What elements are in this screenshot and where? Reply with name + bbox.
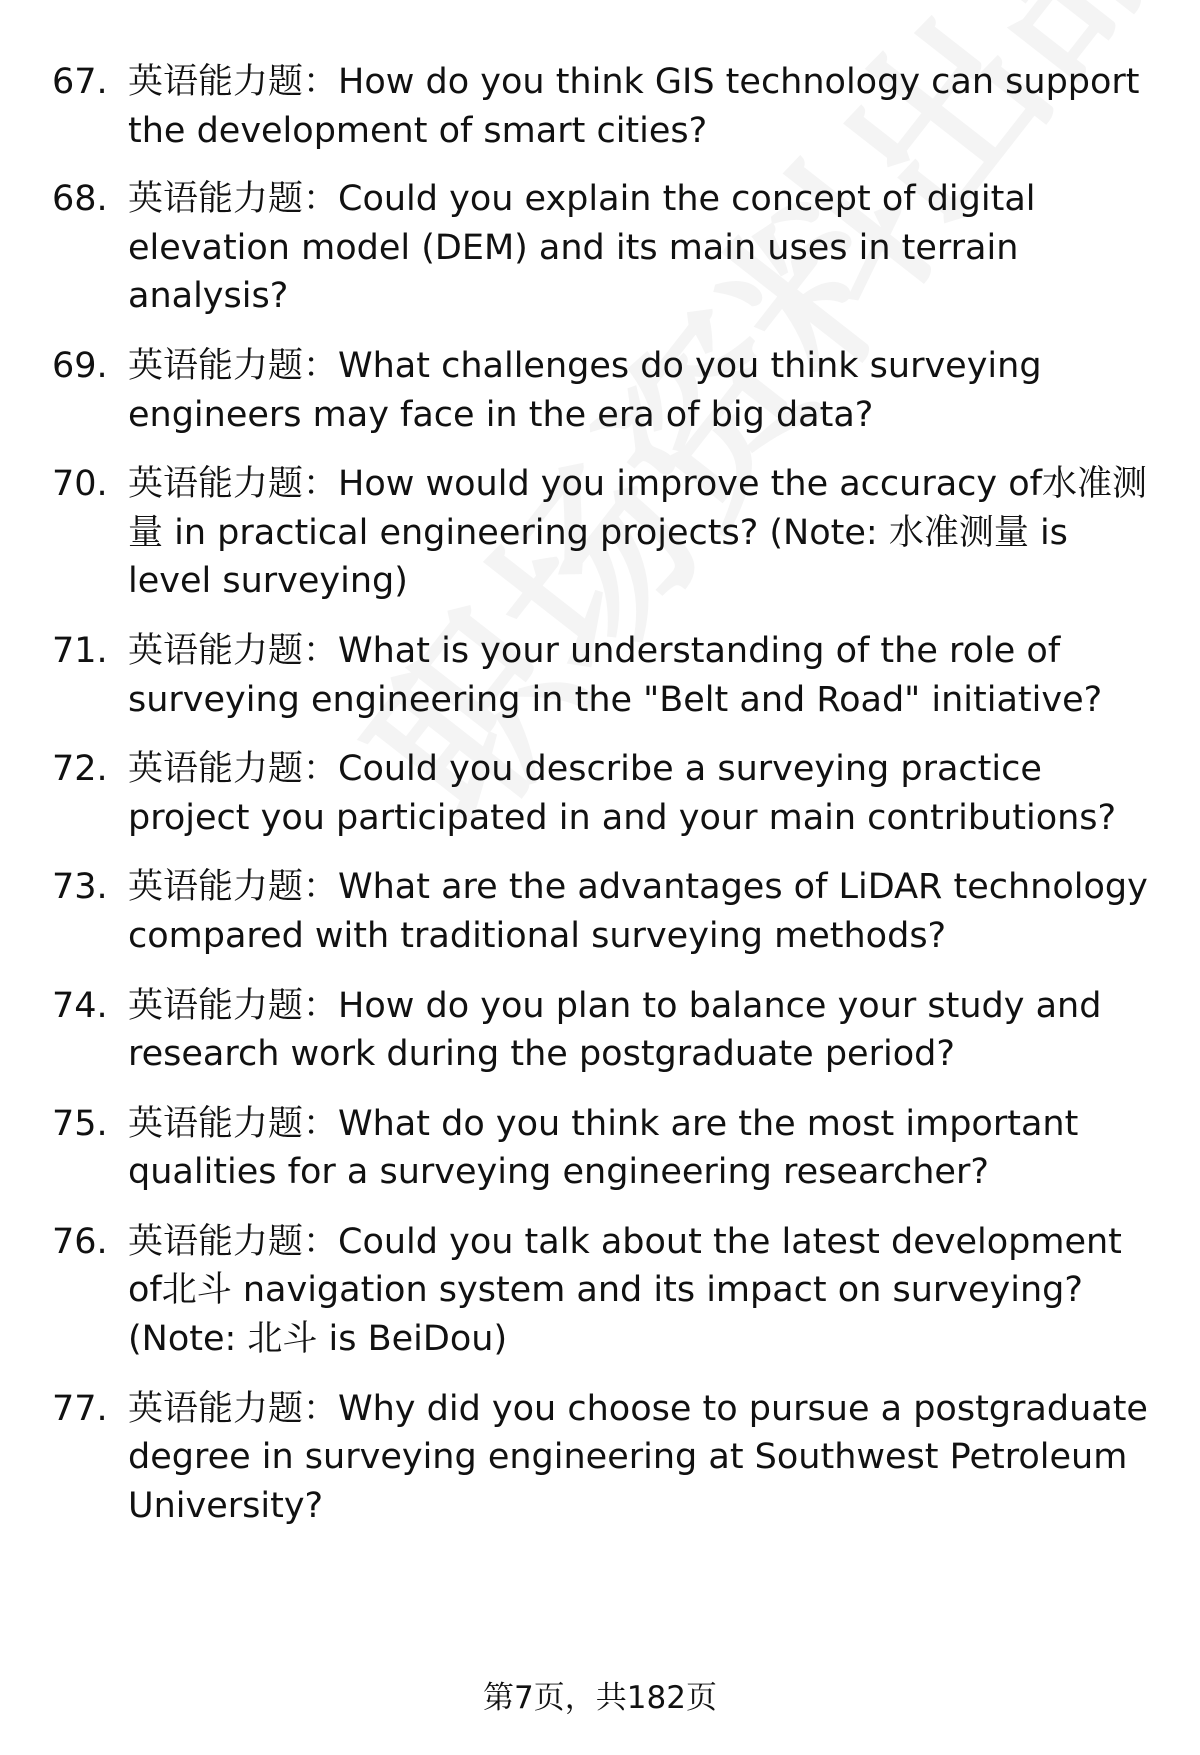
question-item: [52, 58, 1162, 155]
question-item: [52, 1385, 1162, 1531]
question-text: How do you plan to balance your study and research work during the postgraduate period?: [128, 985, 1102, 1075]
question-text: What are the advantages of LiDAR technology compared with traditional surveying methods?: [128, 867, 1148, 956]
question-body: [128, 1218, 1162, 1364]
question-body: [128, 58, 1162, 155]
question-text: What challenges do you think surveying engineers may face in the era of big data?: [128, 345, 1042, 435]
question-item: [52, 1218, 1162, 1364]
question-body: [128, 627, 1162, 724]
question-list: [52, 58, 1162, 1530]
question-body: [128, 460, 1162, 606]
question-text: Could you explain the concept of digital elevation model (DEM) and its main uses in terrain analysis?: [128, 179, 1036, 317]
question-body: [128, 982, 1162, 1079]
question-number: 77.: [52, 1388, 108, 1429]
question-type-label: 英语能力题：: [128, 630, 339, 671]
question-type-label: 英语能力题：: [128, 345, 339, 386]
question-type-label: 英语能力题：: [128, 1221, 339, 1262]
question-type-label: 英语能力题：: [128, 1388, 339, 1429]
question-body: [128, 863, 1162, 960]
question-type-label: 英语能力题：: [128, 749, 339, 790]
question-text: What is your understanding of the role of surveying engineering in the "Belt and Road" initiative?: [128, 630, 1103, 720]
question-item: [52, 342, 1162, 439]
question-text: Could you describe a surveying practice project you participated in and your main contributions?: [128, 749, 1117, 838]
question-number: 67.: [52, 62, 108, 102]
question-item: [52, 745, 1162, 842]
question-number: 73.: [52, 867, 108, 908]
question-body: [128, 745, 1162, 842]
question-item: [52, 863, 1162, 960]
question-body: [128, 175, 1162, 321]
question-item: [52, 1100, 1162, 1197]
question-number: 74.: [52, 985, 108, 1026]
question-number: 76.: [52, 1221, 108, 1262]
page-footer: 第7页，共182页: [483, 1680, 717, 1716]
question-text: How would you improve the accuracy of水准测量 in practical engineering projects? (Note: 水准测量 is level surveying): [128, 464, 1147, 602]
question-body: [128, 342, 1162, 439]
question-body: [128, 1385, 1162, 1531]
question-item: [52, 460, 1162, 606]
question-type-label: 英语能力题：: [128, 464, 339, 505]
question-type-label: 英语能力题：: [128, 179, 339, 220]
question-number: 71.: [52, 630, 108, 671]
question-number: 69.: [52, 345, 108, 386]
question-number: 70.: [52, 464, 108, 505]
question-number: 68.: [52, 179, 108, 220]
question-type-label: 英语能力题：: [128, 985, 339, 1026]
question-type-label: 英语能力题：: [128, 1103, 339, 1144]
question-number: 75.: [52, 1103, 108, 1144]
question-item: [52, 627, 1162, 724]
question-item: [52, 982, 1162, 1079]
question-number: 72.: [52, 749, 108, 790]
question-text: How do you think GIS technology can support the development of smart cities?: [128, 62, 1140, 151]
question-text: Why did you choose to pursue a postgraduate degree in surveying engineering at Southwest Petroleum University?: [128, 1388, 1148, 1526]
question-text: Could you talk about the latest development of北斗 navigation system and its impact on surveying? (Note: 北斗 is BeiDou): [128, 1221, 1122, 1360]
question-item: [52, 175, 1162, 321]
question-text: What do you think are the most important qualities for a surveying engineering researcher?: [128, 1103, 1079, 1193]
question-type-label: 英语能力题：: [128, 867, 339, 908]
question-type-label: 英语能力题：: [128, 62, 339, 102]
question-body: [128, 1100, 1162, 1197]
